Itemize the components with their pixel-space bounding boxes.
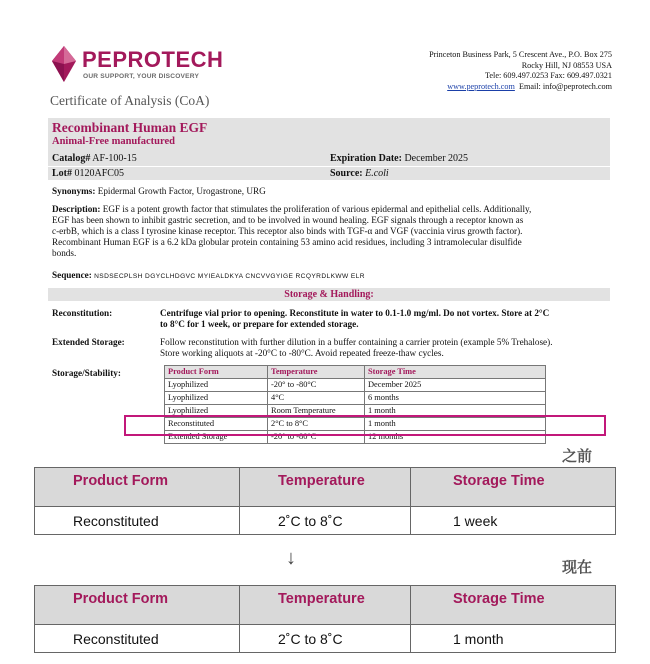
table-row: Lyophilized 4°C 6 months: [165, 392, 546, 405]
extended-storage-text: Follow reconstitution with further dilution in a buffer containing a carrier protein (example 5% Trehalose). Store working aliquots at -20°C to -80°C. Avoid repeated freeze-thaw cycles.: [160, 337, 553, 358]
comparison-value-row: [35, 507, 616, 535]
lot-number: Lot# 0120AFC05: [52, 168, 124, 179]
table-row: Lyophilized -20° to -80°C December 2025: [165, 379, 546, 392]
product-name: Recombinant Human EGF: [52, 120, 208, 135]
extended-storage-label: Extended Storage:: [52, 337, 125, 347]
header-product-form: Product Form: [73, 473, 169, 489]
header-storage-time: Storage Time: [453, 473, 545, 489]
value-temperature: 2˚C to 8˚C: [278, 630, 343, 647]
band-divider: [48, 166, 610, 167]
table-row: Extended Storage -20° to -80°C 12 months: [165, 431, 546, 444]
sequence: Sequence: NSDSECPLSH DGYCLHDGVC MYIEALDKYA CNCVVGYIGE RCQYRDLKWW ELR: [52, 270, 365, 280]
table-row-reconstituted: Reconstituted 2°C to 8°C 1 month: [165, 418, 546, 431]
header-product-form: Product Form: [73, 591, 169, 607]
logo-text-pep: PEPRO: [82, 47, 162, 72]
company-address: [342, 50, 612, 92]
expiration-date: Expiration Date: December 2025: [330, 153, 469, 164]
value-temperature: 2˚C to 8˚C: [278, 512, 343, 529]
product-subtitle: Animal-Free manufactured: [52, 136, 175, 147]
arrow-down-icon: ↓: [286, 547, 296, 569]
address-line-3: Tele: 609.497.0253 Fax: 609.497.0321: [484, 71, 612, 80]
email-text: Email: info@peprotech.com: [518, 81, 612, 91]
address-line-2: Rocky Hill, NJ 08553 USA: [521, 60, 612, 70]
catalog-number: Catalog# AF-100-15: [52, 153, 137, 164]
comparison-value-row: [35, 625, 616, 653]
highlight-box: [124, 415, 606, 436]
before-label: 之前: [562, 448, 593, 465]
value-product-form: Reconstituted: [73, 512, 159, 529]
col-temperature: Temperature: [268, 366, 365, 379]
synonyms: Synonyms: Epidermal Growth Factor, Urogastrone, URG: [52, 186, 266, 196]
storage-heading: Storage & Handling:: [284, 289, 374, 300]
peprotech-logo: [50, 46, 230, 86]
address-line-1: Princeton Business Park, 5 Crescent Ave., P.O. Box 275: [429, 50, 612, 59]
description: Description: EGF is a potent growth factor that stimulates the proliferation of various epidermal and epithelial cells. Additionally, EGF has been shown to inhibit gastric secretion, and to be involved in wound healing. EGF signals through a receptor known as c-erbB, which is a class I tyrosine kinase receptor. This receptor also binds with TGF-α and VGF (vaccinia virus growth factor). Recombinant Human EGF is a 6.2 kDa globular protein containing 53 amino acid residues, including 3 intramolecular disulfide bonds.: [52, 204, 532, 258]
reconstitution-label: Reconstitution:: [52, 308, 113, 318]
before-comparison-table: [34, 467, 616, 535]
table-row: Lyophilized Room Temperature 1 month: [165, 405, 546, 418]
value-product-form: Reconstituted: [73, 630, 159, 647]
after-label: 现在: [562, 559, 593, 576]
logo-text-tech: TECH: [161, 47, 224, 72]
website-link[interactable]: www.peprotech.com: [447, 81, 515, 91]
header-temperature: Temperature: [278, 473, 365, 489]
comparison-header-row: [35, 468, 616, 507]
header-storage-time: Storage Time: [453, 591, 545, 607]
after-comparison-table: [34, 585, 616, 653]
header-temperature: Temperature: [278, 591, 365, 607]
logo-crystal-icon: [50, 46, 78, 82]
logo-tagline: OUR SUPPORT, YOUR DISCOVERY: [83, 73, 200, 80]
value-storage-time: 1 month: [453, 630, 504, 647]
doc-title: Certificate of Analysis (CoA): [50, 93, 210, 108]
col-product-form: Product Form: [165, 366, 268, 379]
stability-table-header: [165, 366, 546, 379]
crop-edge: [0, 444, 650, 462]
col-storage-time: Storage Time: [365, 366, 546, 379]
source: Source: E.coli: [330, 168, 389, 179]
value-storage-time: 1 week: [453, 512, 498, 529]
stability-label: Storage/Stability:: [52, 368, 121, 378]
reconstitution-text: Centrifuge vial prior to opening. Reconstitute in water to 0.1-1.0 mg/ml. Do not vortex. Store at 2°C to 8°C for 1 week, or prepare for extended storage.: [160, 308, 550, 329]
comparison-header-row: [35, 586, 616, 625]
